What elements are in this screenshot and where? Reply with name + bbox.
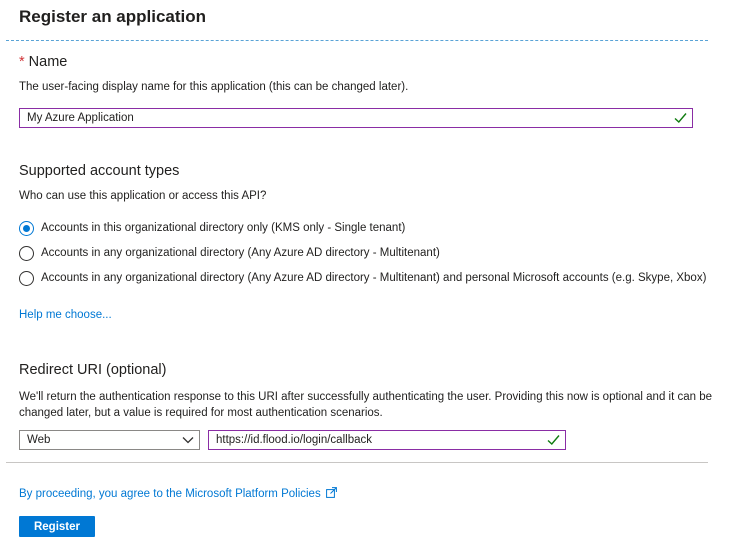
- redirect-description-line: changed later, but a value is required for most authentication scenarios.: [19, 407, 383, 419]
- account-option-multitenant[interactable]: [19, 245, 440, 261]
- redirect-uri-title: Redirect URI (optional): [19, 362, 167, 378]
- radio-button-selected[interactable]: [19, 221, 34, 236]
- radio-label: Accounts in any organizational directory (Any Azure AD directory - Multitenant) and personal Microsoft accounts (e.g. Skype, Xbox): [41, 272, 707, 284]
- required-marker: *: [19, 54, 25, 70]
- name-description: The user-facing display name for this application (this can be changed later).: [19, 81, 409, 93]
- radio-label: Accounts in any organizational directory (Any Azure AD directory - Multitenant): [41, 247, 440, 259]
- platform-policies-link-text: By proceeding, you agree to the Microsoft Platform Policies: [19, 488, 321, 500]
- footer-divider: [6, 462, 708, 463]
- page-title: Register an application: [19, 7, 207, 26]
- redirect-uri-description: [19, 389, 712, 421]
- account-types-question: Who can use this application or access this API?: [19, 190, 267, 202]
- header-divider: [6, 40, 708, 41]
- account-types-title: Supported account types: [19, 163, 180, 179]
- account-option-single-tenant[interactable]: [19, 220, 405, 236]
- chevron-down-icon: [182, 436, 194, 444]
- platform-policies-link[interactable]: [19, 487, 337, 500]
- check-icon: [547, 434, 560, 446]
- name-input[interactable]: [19, 108, 693, 128]
- radio-button[interactable]: [19, 271, 34, 286]
- name-label: Name: [28, 54, 68, 70]
- radio-label: Accounts in this organizational directory only (KMS only - Single tenant): [41, 222, 406, 234]
- name-section-title: [19, 54, 67, 70]
- radio-button[interactable]: [19, 246, 34, 261]
- register-button[interactable]: Register: [19, 516, 95, 537]
- redirect-uri-input[interactable]: [208, 430, 566, 450]
- platform-select[interactable]: [19, 430, 200, 450]
- name-input-value: My Azure Application: [27, 112, 134, 124]
- platform-select-value: Web: [27, 434, 51, 446]
- check-icon: [674, 112, 687, 124]
- redirect-description-line: We'll return the authentication response to this URI after successfully authenticating the user. Providing this now is optional and it can be: [19, 391, 713, 403]
- redirect-uri-value: https://id.flood.io/login/callback: [216, 434, 372, 446]
- account-option-multitenant-personal[interactable]: [19, 270, 706, 286]
- help-me-choose-link[interactable]: Help me choose...: [19, 309, 112, 321]
- external-link-icon: [326, 487, 337, 498]
